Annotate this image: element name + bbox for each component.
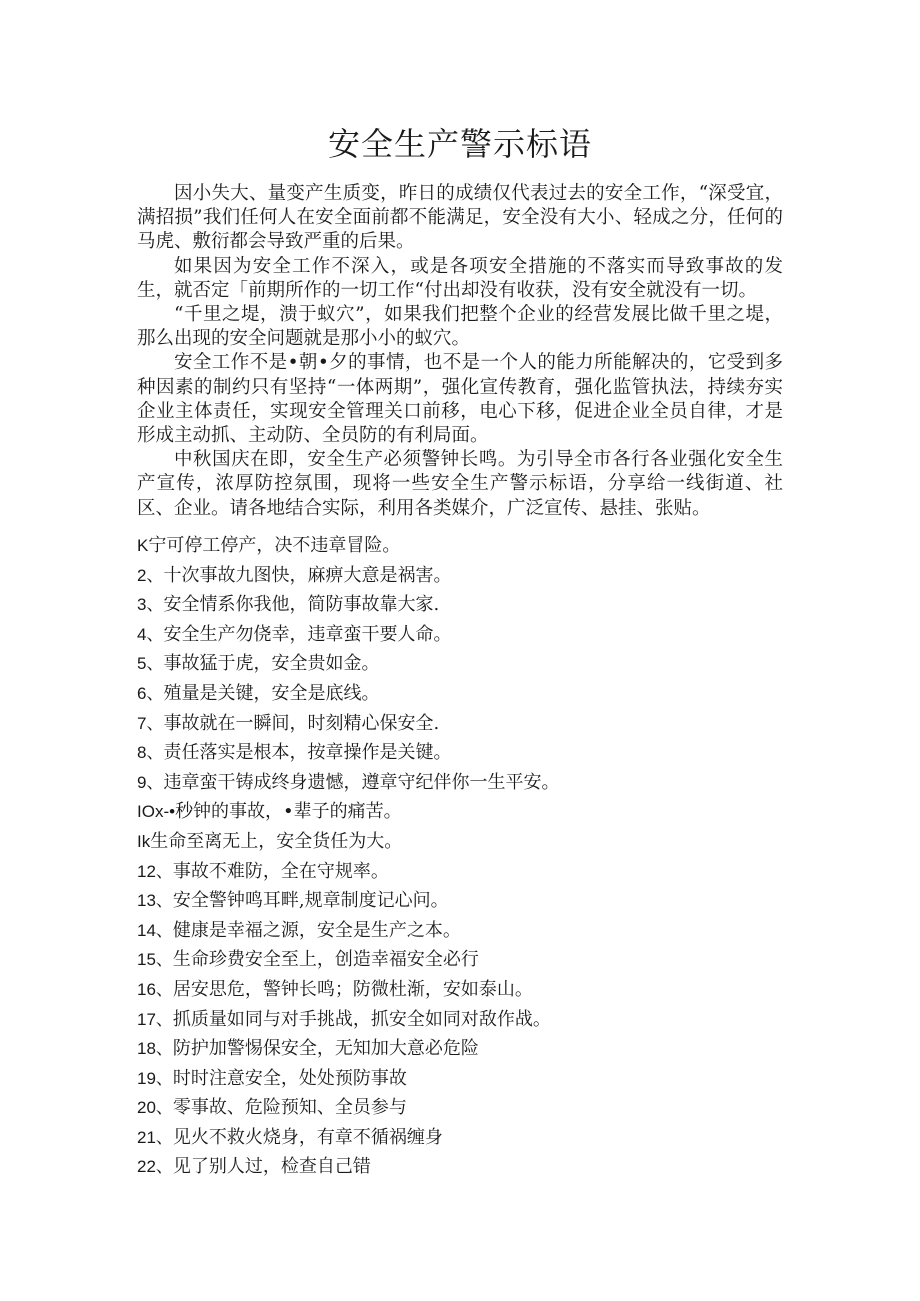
item-text: 时时注意安全，处处预防事故 <box>172 1067 407 1089</box>
item-number: 16、 <box>137 979 173 999</box>
item-text: 见了别人过，检查自己错 <box>172 1156 371 1178</box>
item-number: IOx-• <box>137 802 176 822</box>
list-item <box>137 531 783 561</box>
paragraph: 因小失大、量变产生质变，昨日的成绩仅代表过去的安全工作，“深受宜，满招损”我们任何人在安全面前都不能满足，安全没有大小、轻成之分，任何的马虎、敷衍都会导致严重的后果。 <box>137 183 783 253</box>
paragraph: 中秋国庆在即，安全生产必须警钟长鸣。为引导全市各行各业强化安全生产宣传，浓厚防控氛围，现将一些安全生产警示标语，分享给一线街道、社区、企业。请各地结合实际，利用各类媒介，广泛宣传、悬挂、张贴。 <box>137 449 783 519</box>
item-text: 十次事故九图快，麻痹大意是祸害。 <box>163 564 452 586</box>
list-item <box>137 916 783 946</box>
item-number: 18、 <box>137 1039 173 1059</box>
item-text: 安全情系你我他，简防事故靠大家. <box>163 594 440 616</box>
item-text: 事故猛于虎，安全贵如金。 <box>163 653 380 675</box>
item-number: 17、 <box>137 1009 173 1029</box>
item-number: 8、 <box>137 743 164 763</box>
item-text: 宁可停工停产，决不违章冒险。 <box>148 535 401 556</box>
item-number: 21、 <box>137 1127 173 1147</box>
list-item <box>137 1034 783 1064</box>
item-number: 5、 <box>137 654 164 674</box>
item-number: Ik <box>137 831 151 851</box>
item-text: 生命至离无上，安全货任为大。 <box>150 830 403 852</box>
list-item <box>137 620 783 650</box>
list-item <box>137 886 783 916</box>
item-text: 秒钟的事故，•辈子的痛苦。 <box>175 801 402 823</box>
item-number: 20、 <box>137 1098 173 1118</box>
list-item <box>137 1005 783 1035</box>
list-item <box>137 679 783 709</box>
list-item <box>137 649 783 679</box>
list-item <box>137 561 783 591</box>
document-title: 安全生产警示标语 <box>327 125 592 163</box>
item-text: 见火不救火烧身，有章不循祸缠身 <box>172 1126 443 1148</box>
item-text: 违章蛮干铸成终身遗憾，遵章守纪伴你一生平安。 <box>163 771 560 793</box>
item-text: 居安思危，警钟长鸣；防微杜渐，安如泰山。 <box>172 978 533 1000</box>
item-number: 2、 <box>137 565 164 585</box>
list-item <box>137 1093 783 1123</box>
item-number: 9、 <box>137 772 164 792</box>
item-text: 抓质量如同与对手挑战，抓安全如同对敌作战。 <box>172 1008 551 1030</box>
item-number: 13、 <box>137 891 173 911</box>
item-text: 防护加警惕保安全，无知加大意必危险 <box>172 1038 479 1060</box>
list-item <box>137 709 783 739</box>
item-text: 生命珍费安全至上，创造幸福安全必行 <box>172 949 479 971</box>
list-item <box>137 768 783 798</box>
paragraph: 安全工作不是•朝•夕的事情，也不是一个人的能力所能解决的，它受到多种因素的制约只有坚持“一体两期”，强化宣传教育，强化监管执法，持续夯实企业主体责任，实现安全管理关口前移，电心下移，促进企业全员自律，才是形成主动抓、主动防、全员防的有利局面。 <box>137 352 783 447</box>
item-number: 4、 <box>137 624 164 644</box>
item-text: 事故不难防，全在守规率。 <box>172 860 389 882</box>
item-text: 安全警钟鸣耳畔,规章制度记心问。 <box>172 890 449 912</box>
item-text: 零事故、危险预知、全员参与 <box>172 1097 407 1119</box>
list-item <box>137 827 783 857</box>
item-text: 殖量是关键，安全是底线。 <box>163 682 380 704</box>
item-number: 3、 <box>137 595 164 615</box>
item-text: 健康是幸福之源，安全是生产之本。 <box>172 919 461 941</box>
intro-body <box>137 182 783 521</box>
item-number: 15、 <box>137 950 173 970</box>
list-item <box>137 975 783 1005</box>
list-item <box>137 738 783 768</box>
item-number: 14、 <box>137 920 173 940</box>
list-item <box>137 1123 783 1153</box>
list-item <box>137 945 783 975</box>
list-item <box>137 1064 783 1094</box>
list-item <box>137 797 783 827</box>
list-item <box>137 590 783 620</box>
item-number: 12、 <box>137 861 173 881</box>
item-number: K <box>137 536 149 555</box>
list-item <box>137 857 783 887</box>
item-number: 6、 <box>137 683 164 703</box>
item-text: 事故就在一瞬间，时刻精心保安全. <box>163 712 440 734</box>
item-number: 19、 <box>137 1068 173 1088</box>
list-item <box>137 1152 783 1182</box>
paragraph: 如果因为安全工作不深入，或是各项安全措施的不落实而导致事故的发生，就否定「前期所作的一切工作“付出却没有收获，没有安全就没有一切。 <box>137 255 783 301</box>
paragraph: “千里之堤，溃于蚁穴”，如果我们把整个企业的经营发展比做千里之堤，那么出现的安全问题就是那小小的蚁穴。 <box>137 304 783 350</box>
slogan-list <box>137 531 783 1182</box>
item-number: 7、 <box>137 713 164 733</box>
item-number: 22、 <box>137 1157 173 1177</box>
item-text: 责任落实是根本，按章操作是关键。 <box>163 742 452 764</box>
item-text: 安全生产勿侥幸，违章蛮干要人命。 <box>163 623 452 645</box>
